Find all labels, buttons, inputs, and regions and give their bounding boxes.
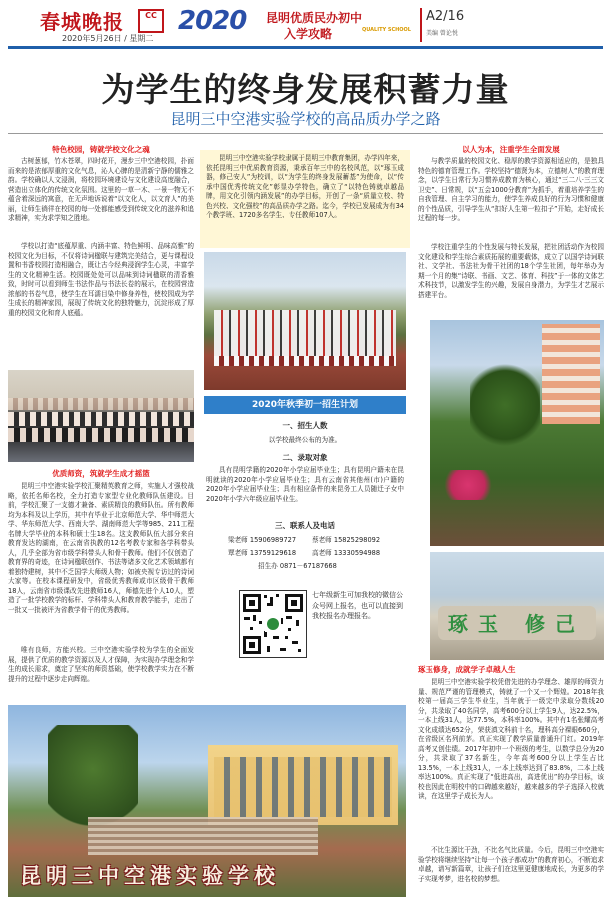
right-section-1-paragraph-2: 学校注重学生的个性发展与特长发展，把社团活动作为校园文化建设和学生综合素质拓展的重要载体，成立了以国学诗词联社、文学社、书法社为骨干社团的18个学生社团，每年举办为期一个月的集“诗联、书画、文艺、体育、科技”于一体的文体艺术科技节，以激发学生的兴趣，发展自身潜力，为学生才艺展示搭建平台。	[418, 243, 604, 299]
left-section-2-title: 优质师资，筑就学生成才摇篮	[52, 469, 150, 478]
editor-credit: 美编 曾论悦	[426, 30, 458, 37]
main-headline: 为学生的终身发展积蓄力量	[101, 70, 510, 109]
teachers-group-photo	[8, 370, 194, 462]
logo-seal: CC	[138, 9, 164, 33]
garden-photo	[430, 320, 604, 546]
qr-code-icon	[240, 591, 306, 657]
banner-title-line-1: 昆明优质民办初中	[266, 11, 363, 25]
plan-section-3-heading: 三、联系人及电话	[275, 521, 335, 530]
newspaper-logo: 春城晚报	[40, 10, 124, 34]
sub-headline: 昆明三中空港实验学校的高品质办学之路	[170, 110, 441, 128]
right-section-2-paragraph-1: 昆明三中空港实验学校凭借先进的办学理念、雄厚的师资力量、规范严谨的管理模式，铸就了一个又一个辉煌。2018年我校第一届高三学生毕业生，当年就于一级完中录取分数线20分，共录取了40名同学，高考600分以上学生9人，达22.5%，一本上线31人，达77.5%，本科率100%。其中有1名张耀高考文化成绩达652分，荣获滇文科前十名，理科高分裸眼660分，在省级区名列前茅。真正实现了教学质量普通升门红。2019年高考又创佳绩。2017年初中一个班级的考生，以数学总分为20分，共录取了37名新生，今年高考600分以上学生占比13.5%，一本上线31人，一本上线率达到了83.8%，二本上线率达100%。真正实现了“低进高出，高进优出”的办学目标，该校也因此在明校中的口碑越来越好，越来越多的学子选择入校就读，在这里学子成长为人。	[418, 678, 604, 800]
school-intro-text: 昆明三中空港实验学校隶属于昆明三中教育集团，办学四年来，依托昆明三中优质教育资源，秉承百年三中的名校风范，以“琢玉成器，修己安人”为校训，以“为学生的终身发展蓄基”为使命，以“传承中国优秀传统文化”彰显办学特色，确立了“以特色铸就卓越品牌，用文化引领内涵发展”的办学目标，开创了一条“质量立校、特色兴校、文化强校”的高品质办学之路。迄今，学校已发展成为有34个教学班、1720多名学生、专任教师107人。	[206, 154, 404, 219]
left-section-2-paragraph-1: 昆明三中空港实验学校汇聚精英教育之师，实施人才强校战略，依托名师名校，全力打造专家型专业化教师队伍建设。目前，学校汇聚了一支德才兼备、素质精良的教师队伍。所有教师均为本科及以上学历，其中有毕业于北京师范大学、华中师范大学、华东师范大学、西南大学、湖南师范大学等985、211工程名牌大学毕业的本科和硕士生18名。这支教师队伍大部分来自教育发达的湖南，在云南省执教的12名考教专家和各学科带头人，几乎全部为省市级学科带头人和骨干教师。他们不仅创造了教育界的奇迹，在诗词楹联创作、书法等诸多文化艺术领域都有着独特建树，其中不乏国学大师级人物；如被央视专访过的诗词大家等。在校本课程研发中，省级优秀教师或市区级骨干教师18人，云南省市级课改先进教师16人，师德先进个人10人，塑造了一批学校教学的标杆、学科带头人和教育教学能手，走出了一批又一批被评为省教学骨干的优秀教师。	[8, 482, 194, 614]
contact-1-left: 梁老师 15906989727	[228, 536, 297, 544]
page-header	[0, 0, 611, 46]
wechat-qr-code[interactable]	[239, 590, 307, 658]
banner-badge: QUALITY SCHOOL	[362, 27, 411, 33]
contact-2-right: 高老师 13330594988	[312, 549, 381, 557]
right-section-2-title: 琢玉修身，成就学子卓越人生	[418, 665, 516, 674]
left-section-1-paragraph-2: 学校以打造“底蕴厚重、内涵丰富、特色鲜明、品味高雅”的校园文化为目标，不仅将诗词楹联与建筑完美结合，更与课程设置和书香校园打造相融合，既让古今经典浸润学生心灵，丰富学生的文化精神生活。校园既处处可以品味到诗词楹联的清香雅致，时时可以看到师生书法作品与书法长卷的展示，在校园营造浓郁的书卷气息，使学生在耳濡目染中修身养性，使校园成为学生成长的精神家园，展现了传统文化的独特魅力，沉淀形成了厚重的校园文化和育人底蕴。	[8, 242, 194, 317]
issue-date: 2020年5月26日 / 星期二	[62, 34, 154, 43]
header-rule	[8, 46, 603, 49]
left-section-1-paragraph-1: 古树葱郁，竹木苍翠，四时花开，漫步三中空港校园，扑面而来的是浓郁厚重的文化气息，沁人心脾的是清新宁静的儒雅之韵。学校确以人文浸润，将校园环境建设与文化建设高度融合，营造出立体化的传统文化氛围。这里的一草一木、一景一物无不蕴含着深远的寓意，在无声地诉说着“以文化人，以文育人”的美丽，让师生徜徉在校园的每一处都能感受到传统文化的滋养和追求精神，实为求学知之胜地。	[8, 157, 194, 222]
header-divider	[420, 8, 422, 42]
headline-rule	[8, 133, 603, 134]
plan-section-1-heading: 一、招生人数	[282, 421, 328, 430]
plan-section-2-text: 具有昆明学籍的2020年小学应届毕业生；具有昆明户籍未在昆明就读的2020年小学应届毕业生；具有云南省其他州(市)户籍的2020年小学应届毕业生；具有相应条件的来昆务工人员随迁子女中2020年小学六年级应届毕业生。	[206, 466, 404, 503]
enrollment-plan-title: 2020年秋季初一招生计划	[204, 396, 406, 414]
stone-carving-photo	[430, 552, 604, 660]
left-section-1-title: 特色校园，铸就学校文化之魂	[52, 145, 150, 154]
campus-photo-caption	[10, 854, 380, 894]
stone-carving-text: 琢玉 修己	[448, 612, 585, 636]
left-section-2-paragraph-2: 唯有良师，方能兴校。三中空港实验学校为学生的全面发展，提供了优质的教学资源以及人才保障，为实现办学理念和学生的成长需求，奠定了坚实的师资基础，使学校教学实力在不断提升的过程中逐步走向辉煌。	[8, 646, 194, 683]
student-parade-photo	[204, 252, 406, 390]
campus-caption-text: 昆明三中空港实验学校	[20, 863, 280, 888]
banner-title-line-2: 入学攻略	[284, 27, 333, 41]
right-section-1-title: 以人为本，注重学生全面发展	[462, 145, 560, 154]
page-number: A2/16	[426, 9, 465, 24]
contact-3: 招生办 0871－67187668	[258, 562, 337, 570]
school-intro-box	[200, 150, 410, 248]
right-section-2-paragraph-2: 不比生源比干劲，不比名气比质量。今后，昆明三中空港实验学校将继续坚持“让每一个孩子都成功”的教育初心，不断追求卓越，谱写新篇章，让孩子们在这里更健康地成长，为更多的学子实现考梦，进名校的梦想。	[418, 846, 604, 883]
plan-section-2-heading: 二、录取对象	[282, 453, 328, 462]
contact-1-right: 蔡老师 15825298092	[312, 536, 381, 544]
plan-section-1-text: 以学校最终公布的为准。	[268, 436, 342, 444]
contact-2-left: 覃老师 13759129618	[228, 549, 297, 557]
banner-year: 2020	[178, 6, 247, 36]
section-banner	[178, 4, 416, 44]
right-section-1-paragraph-1: 与教学质量的校园文化、稳厚的教学资源相适应的，是独具特色的德育管理工作。学校坚持“德贤为本，立德树人”的教育理念，以学生日常行为习惯养成教育为核心，通过“三二八·三三文卫史”、日常规，以“五会1000分教育”为抓手，着重培养学生的自我管理、自主学习的能力，使学生养成良好的行为习惯和健康的个性品质，引导学生从“扣好人生第一粒扣子”开始，走好成长过程的每一步。	[418, 157, 604, 222]
qr-code-instructions: 七年级新生可加我校的微信公众号网上报名，也可以直接到我校报名办理报名。	[312, 591, 403, 620]
